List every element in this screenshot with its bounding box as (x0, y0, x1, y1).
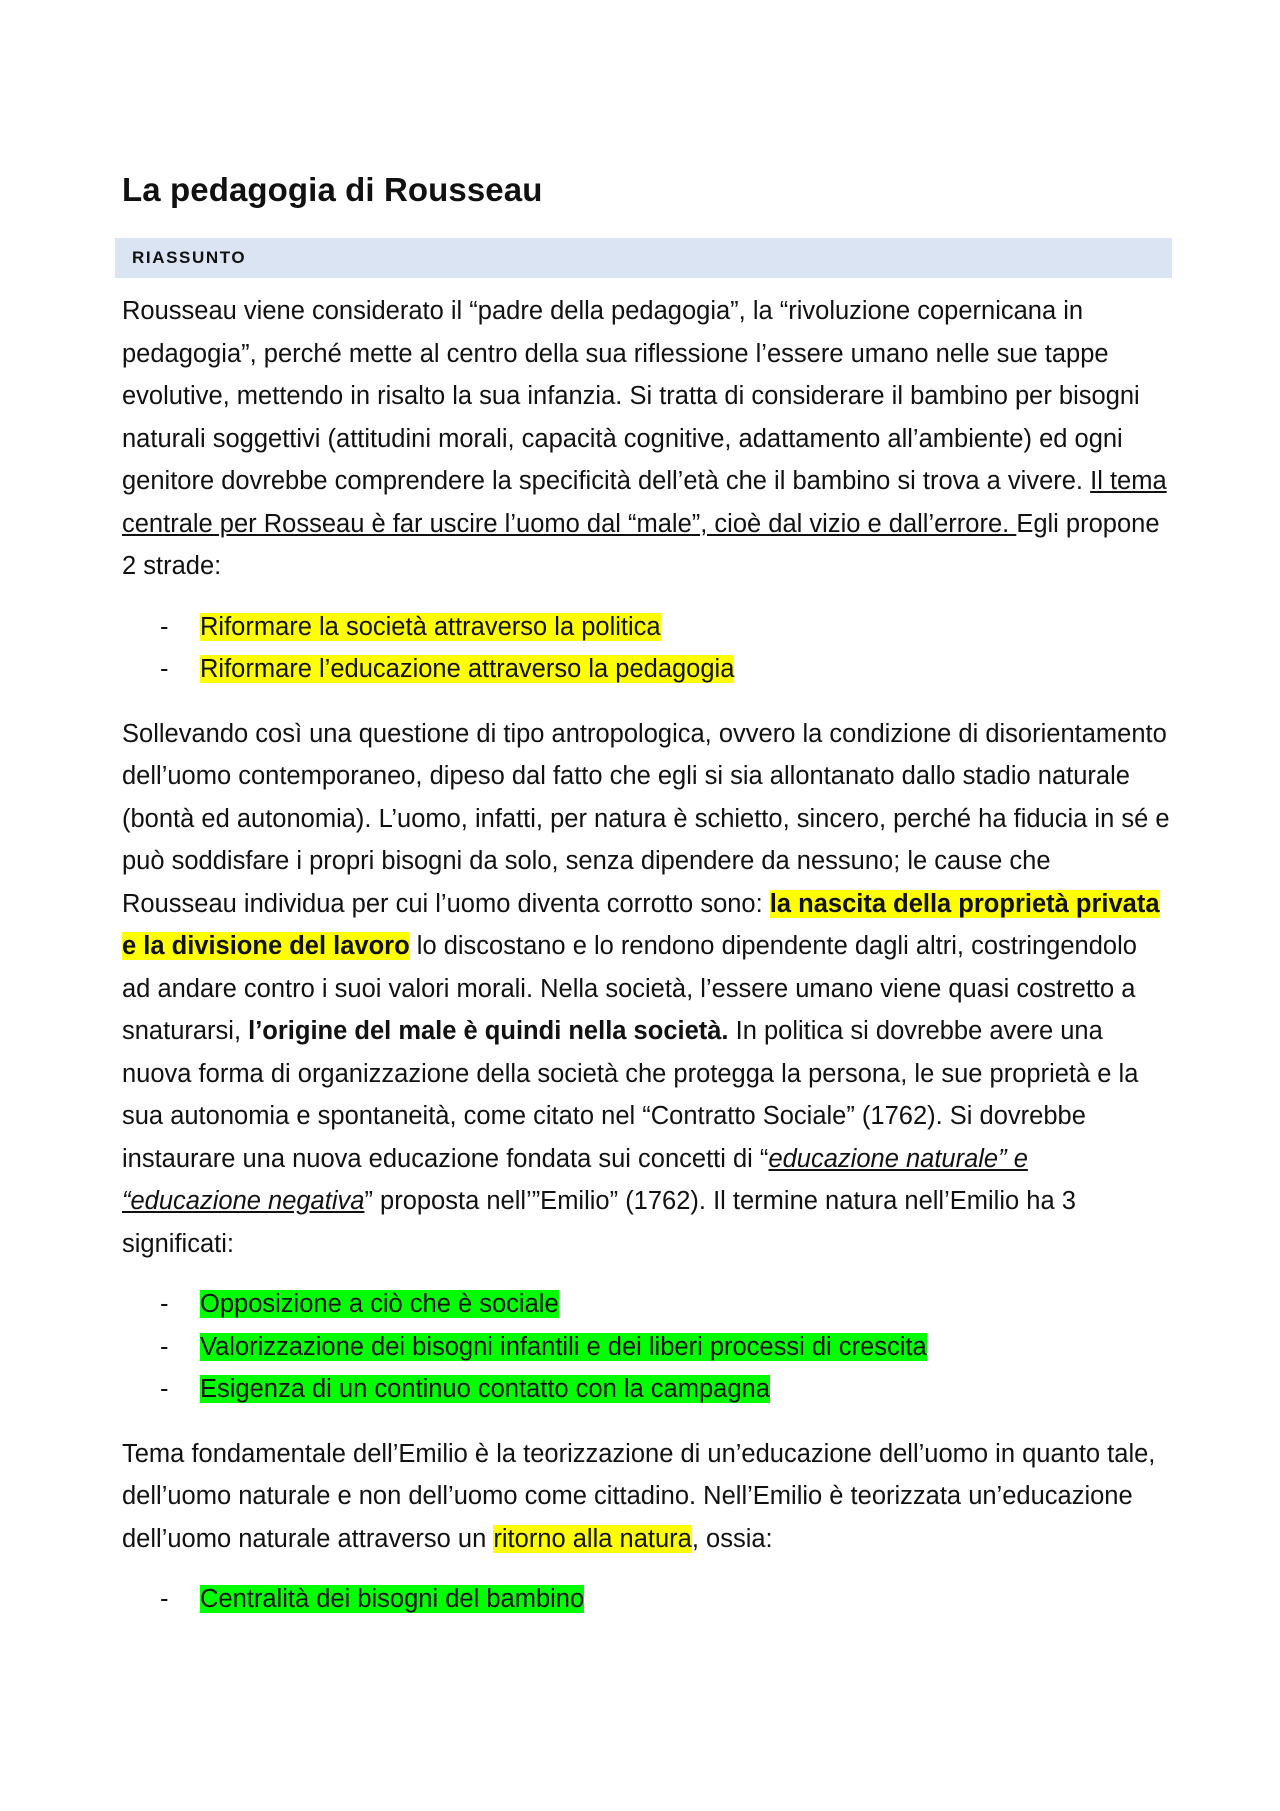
highlighted-bold-causes: la nascita della proprietà privata e la divisione del lavoro (122, 889, 1160, 960)
dash-bullet: - (160, 612, 169, 641)
paragraph-intro (122, 290, 1172, 588)
section-header (115, 238, 1172, 278)
paragraph-anthropology-b: lo discostano e lo rendono dipendente dagli altri, costringendolo ad andare contro i suoi valori morali. Nella società, l’essere umano viene quasi costretto a snaturarsi, (122, 932, 1137, 1045)
paragraph-anthropology-a: Sollevando così una questione di tipo antropologica, ovvero la condizione di disorientamento dell’uomo contemporaneo, dipeso dal fatto che egli si sia allontanato dallo stadio naturale (bontà ed autonomia). L’uomo, infatti, per natura è schietto, sincero, perché ha fiducia in sé e può soddisfare i propri bisogni da solo, senza dipendere da nessuno; le cause che Rousseau individua per cui l’uomo diventa corrotto sono: (122, 719, 1170, 918)
list-item (122, 648, 1172, 691)
highlighted-return-to-nature: ritorno alla natura (493, 1524, 692, 1553)
paragraph-emilio (122, 1433, 1172, 1561)
italic-education-concepts: educazione naturale” e “educazione negativa (122, 1144, 1028, 1215)
highlighted-item: Centralità dei bisogni del bambino (200, 1585, 585, 1613)
list-two-paths (122, 606, 1172, 691)
dash-bullet: - (160, 655, 169, 683)
dash-bullet: - (160, 1585, 169, 1613)
highlighted-item: Riformare l’educazione attraverso la pedagogia (200, 655, 735, 683)
paragraph-anthropology-c: In politica si dovrebbe avere una nuova forma di organizzazione della società che protegga la persona, le sue proprietà e la sua autonomia e spontaneità, come citato nel “Contratto Sociale” (1762). Si dovrebbe instaurare una nuova educazione fondata sui concetti di “ (122, 1017, 1139, 1173)
highlighted-item: Esigenza di un continuo contatto con la campagna (200, 1375, 770, 1403)
highlighted-item: Opposizione a ciò che è sociale (200, 1290, 559, 1318)
list-item (122, 1326, 1172, 1369)
document-body (122, 168, 1172, 1621)
list-nature-meanings (122, 1283, 1172, 1411)
paragraph-anthropology (122, 713, 1172, 1266)
document-title: La pedagogia di Rousseau (122, 171, 543, 208)
underlined-central-theme: Il tema centrale per Rosseau è far uscire l’uomo dal “male”, cioè dal vizio e dall’errore. (122, 467, 1167, 538)
paragraph-emilio-a: Tema fondamentale dell’Emilio è la teorizzazione di un’educazione dell’uomo in quanto tale, dell’uomo naturale e non dell’uomo come cittadino. Nell’Emilio è teorizzata un’educazione dell’uomo naturale attraverso un (122, 1439, 1156, 1553)
highlighted-item: Riformare la società attraverso la politica (200, 612, 661, 641)
paragraph-anthropology-d: ” proposta nell’”Emilio” (1762). Il termine natura nell’Emilio ha 3 significati: (122, 1187, 1076, 1258)
dash-bullet: - (160, 1290, 169, 1318)
list-item (122, 606, 1172, 649)
dash-bullet: - (160, 1332, 169, 1361)
bold-origin-of-evil: l’origine del male è quindi nella società. (248, 1017, 729, 1045)
dash-bullet: - (160, 1375, 169, 1403)
section-label: RIASSUNTO (132, 248, 247, 267)
paragraph-intro-tail: Egli propone 2 strade: (122, 509, 1160, 580)
list-item (122, 1283, 1172, 1326)
list-item (122, 1368, 1172, 1411)
paragraph-emilio-b: , ossia: (691, 1524, 773, 1553)
list-return-to-nature (122, 1578, 1172, 1621)
list-item (122, 1578, 1172, 1621)
highlighted-item: Valorizzazione dei bisogni infantili e dei liberi processi di crescita (200, 1332, 927, 1361)
paragraph-intro-text: Rousseau viene considerato il “padre della pedagogia”, la “rivoluzione copernicana in pedagogia”, perché mette al centro della sua riflessione l’essere umano nelle sue tappe evolutive, mettendo in risalto la sua infanzia. Si tratta di considerare il bambino per bisogni naturali soggettivi (attitudini morali, capacità cognitive, adattamento all’ambiente) ed ogni genitore dovrebbe comprendere la specificità dell’età che il bambino si trova a vivere. (122, 297, 1140, 495)
